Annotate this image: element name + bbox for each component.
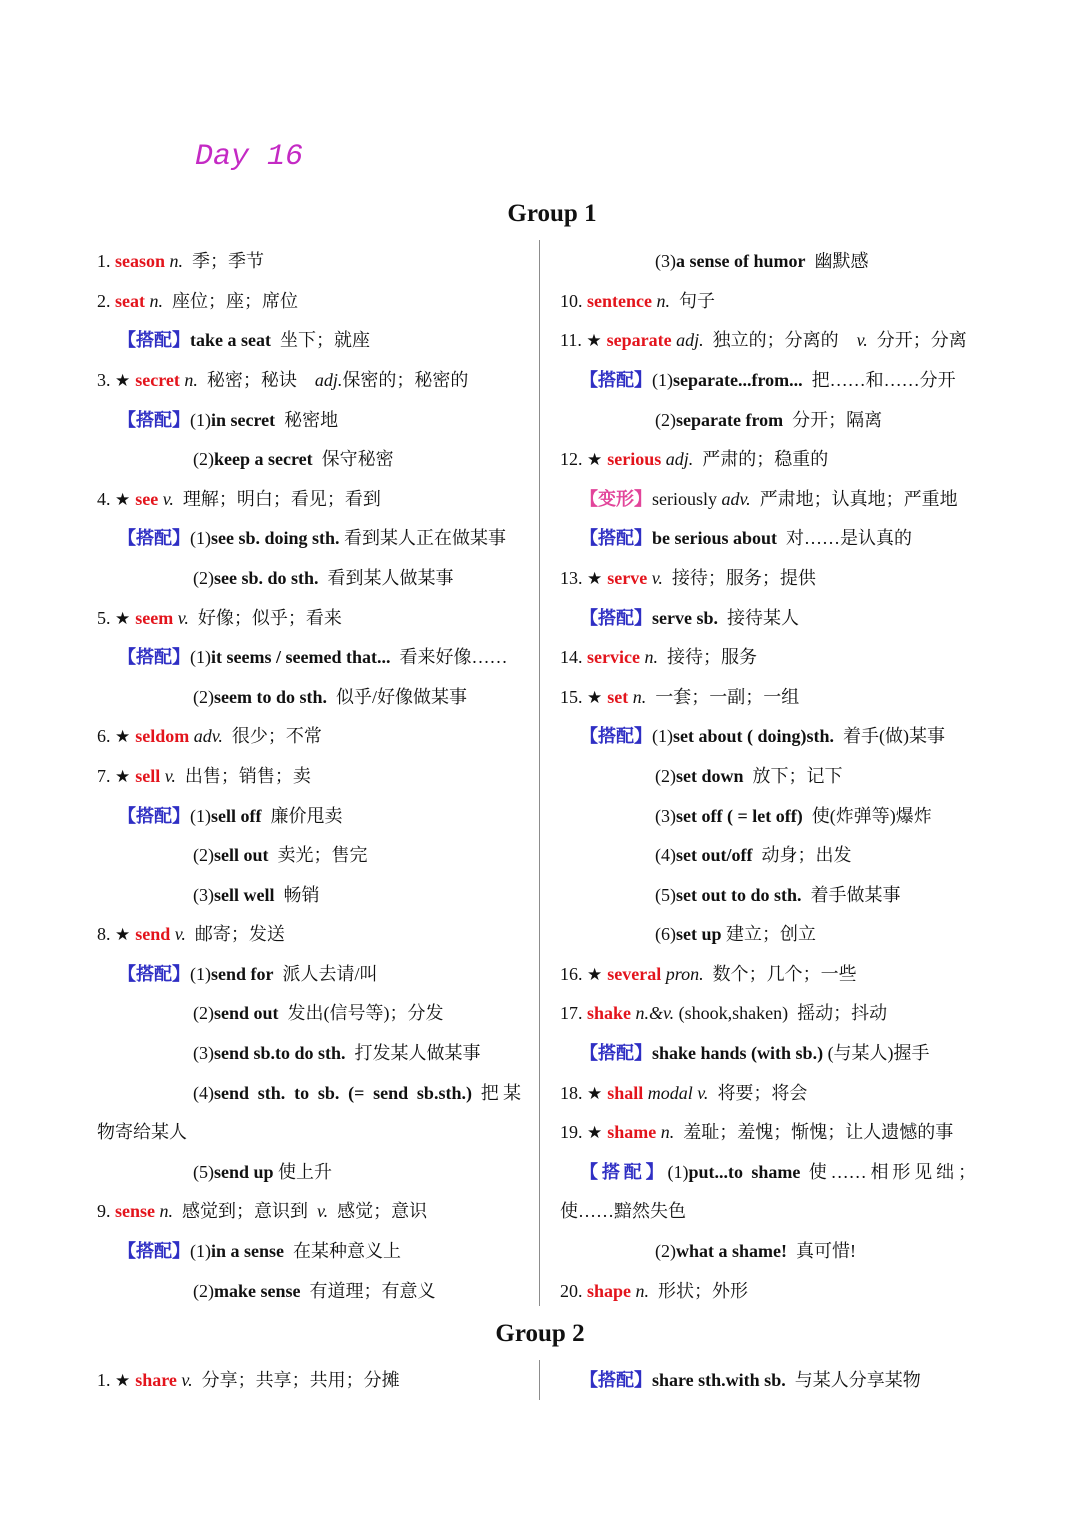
text: 接待某人 — [718, 607, 799, 628]
phrase: serve sb. — [652, 607, 718, 628]
text: 7. — [97, 765, 115, 786]
text: 在某种意义上 — [284, 1241, 402, 1262]
entry-line — [97, 1192, 521, 1232]
text: 座位；座；席位 — [163, 290, 298, 311]
text: (3) — [193, 884, 214, 905]
text: 看到某人正在做某事 — [339, 528, 507, 549]
phrase: put...to shame — [688, 1161, 801, 1182]
phrase: send sb.to do sth. — [214, 1043, 346, 1064]
text: (1) — [190, 963, 211, 984]
headword: see — [135, 488, 159, 509]
text: (2) — [193, 449, 214, 470]
phrase: send for — [211, 963, 274, 984]
text: (6) — [655, 924, 676, 945]
text: (2) — [193, 567, 214, 588]
part-of-speech: n. — [145, 290, 163, 311]
entry-line — [97, 717, 521, 757]
text: 19. — [560, 1122, 587, 1143]
headword: sense — [115, 1201, 155, 1222]
sub-item-line — [97, 1153, 521, 1193]
group-2-right-column — [560, 1361, 976, 1401]
star-mark: ★ — [587, 687, 603, 708]
text: 严肃的；稳重的 — [693, 449, 829, 470]
entry-line — [97, 1361, 521, 1401]
text: 分开；分离 — [867, 330, 967, 351]
part-of-speech: adj. — [671, 330, 704, 351]
note-line — [97, 638, 521, 678]
phrase: send sth. to sb. (= send sb.sth.) — [214, 1082, 472, 1103]
sub-item-line — [97, 1272, 521, 1312]
text: 畅销 — [274, 884, 320, 905]
text: (shook,shaken) 摇动；抖动 — [674, 1003, 888, 1024]
headword: seat — [115, 290, 145, 311]
headword: several — [607, 963, 662, 984]
note-line — [97, 321, 521, 361]
phrase: what a shame! — [676, 1241, 787, 1262]
text: (1) — [190, 409, 211, 430]
text: (4) — [655, 845, 676, 866]
entry-line — [97, 242, 521, 282]
text: 一套；一副；一组 — [646, 686, 800, 707]
text: 邮寄；发送 — [185, 924, 285, 945]
part-of-speech: n. — [639, 647, 658, 668]
part-of-speech: n. — [651, 290, 670, 311]
column-divider — [539, 240, 540, 1306]
entry-line — [560, 559, 976, 599]
part-of-speech: n. — [179, 369, 198, 390]
column-divider — [539, 1360, 540, 1400]
text: 着手(做)某事 — [834, 726, 946, 747]
sub-item-line — [560, 757, 976, 797]
text: 秘密；秘诀 — [197, 369, 315, 390]
phrase: set down — [676, 765, 744, 786]
entry-line — [560, 678, 976, 718]
entry-line — [97, 361, 521, 401]
note-line — [97, 955, 521, 995]
sub-item-line — [97, 1034, 521, 1074]
text: 严肃地；认真地；严重地 — [750, 488, 958, 509]
text: 把……和……分开 — [802, 369, 956, 390]
text: 将要；将会 — [708, 1082, 808, 1103]
part-of-speech: adv. — [189, 726, 223, 747]
headword: seldom — [135, 726, 190, 747]
text: 卖光；售完 — [268, 845, 368, 866]
star-mark: ★ — [115, 608, 131, 629]
headword: send — [135, 924, 171, 945]
text: 物寄给某人 — [97, 1122, 187, 1143]
text: 句子 — [669, 290, 715, 311]
collocation-tag: 【搭配】 — [118, 647, 190, 668]
text: 15. — [560, 686, 587, 707]
part-of-speech: n. — [165, 251, 184, 272]
phrase: take a seat — [190, 330, 271, 351]
collocation-tag: 【搭配】 — [580, 1161, 668, 1182]
text: 使上升 — [273, 1161, 333, 1182]
text: 14. — [560, 647, 587, 668]
text: 秘密地 — [275, 409, 339, 430]
collocation-tag: 【搭配】 — [118, 330, 190, 351]
collocation-tag: 【搭配】 — [118, 963, 190, 984]
text: 独立的；分离的 — [703, 330, 857, 351]
text: 数个；几个；一些 — [703, 963, 857, 984]
headword: sell — [135, 765, 161, 786]
collocation-tag: 【搭配】 — [580, 1370, 652, 1391]
text: 分享；共享；共用；分摊 — [192, 1370, 400, 1391]
text: (4) — [193, 1082, 214, 1103]
note-line — [97, 797, 521, 837]
entry-line — [560, 282, 976, 322]
text: 8. — [97, 924, 115, 945]
star-mark: ★ — [115, 1371, 131, 1392]
part-of-speech: v. — [160, 765, 176, 786]
text: 接待；服务；提供 — [662, 567, 816, 588]
headword: shape — [587, 1280, 632, 1301]
text: 派人去请/叫 — [273, 963, 378, 984]
entry-line — [97, 915, 521, 955]
phrase: set off ( = let off) — [676, 805, 803, 826]
sub-item-line — [560, 401, 976, 441]
text: 看到某人做某事 — [318, 567, 454, 588]
sub-item-line — [560, 876, 976, 916]
text: 坐下；就座 — [270, 330, 370, 351]
part-of-speech: pron. — [661, 963, 704, 984]
text: (2) — [655, 1241, 676, 1262]
text: 似乎/好像做某事 — [327, 686, 468, 707]
sub-item-line — [560, 836, 976, 876]
part-of-speech: adv. — [721, 488, 751, 509]
note-line — [97, 401, 521, 441]
text: (2) — [193, 845, 214, 866]
star-mark: ★ — [587, 964, 603, 985]
phrase: separate...from... — [673, 369, 803, 390]
entry-line — [560, 321, 976, 361]
text: 感觉到；意识到 — [173, 1201, 317, 1222]
headword: share — [135, 1370, 177, 1391]
wrap-line — [97, 1113, 521, 1153]
text: 建立；创立 — [721, 924, 817, 945]
part-of-speech: v. — [170, 924, 186, 945]
text: 着手做某事 — [801, 884, 901, 905]
text: 季；季节 — [183, 251, 265, 272]
sub-item-line — [560, 797, 976, 837]
text: 18. — [560, 1082, 587, 1103]
text: (5) — [193, 1161, 214, 1182]
text: (2) — [655, 409, 676, 430]
part-of-speech: n. — [631, 1280, 650, 1301]
text: 放下；记下 — [743, 765, 843, 786]
headword: service — [587, 647, 640, 668]
text: 2. — [97, 290, 115, 311]
star-mark: ★ — [115, 489, 131, 510]
text: 看来好像…… — [390, 647, 508, 668]
entry-line — [97, 480, 521, 520]
collocation-tag: 【搭配】 — [580, 726, 652, 747]
text: (1) — [190, 1241, 211, 1262]
part-of-speech: n. — [155, 1201, 173, 1222]
collocation-tag: 【搭配】 — [580, 607, 652, 628]
headword: shake — [587, 1003, 632, 1024]
text: 保密的；秘密的 — [342, 369, 469, 390]
part-of-speech: v. — [173, 607, 189, 628]
phrase: sell off — [211, 805, 262, 826]
text: 9. — [97, 1201, 115, 1222]
headword: set — [607, 686, 629, 707]
text: 3. — [97, 369, 115, 390]
collocation-tag: 【搭配】 — [580, 528, 652, 549]
group-1-heading: Group 1 — [507, 200, 597, 227]
phrase: sell out — [214, 845, 269, 866]
part-of-speech: n.&v. — [631, 1003, 675, 1024]
phrase: set about ( doing)sth. — [673, 726, 835, 747]
part-of-speech: v. — [856, 330, 868, 351]
text: 16. — [560, 963, 587, 984]
note-line — [560, 519, 976, 559]
text: 分开；隔离 — [783, 409, 883, 430]
text: (2) — [193, 1003, 214, 1024]
text: (2) — [193, 686, 214, 707]
collocation-tag: 【搭配】 — [580, 369, 652, 390]
group-1-left-column — [97, 242, 521, 1311]
star-mark: ★ — [587, 568, 603, 589]
text: 有道理；有意义 — [300, 1280, 436, 1301]
text: (2) — [655, 765, 676, 786]
text: 使……黯然失色 — [560, 1201, 686, 1222]
phrase: make sense — [214, 1280, 301, 1301]
text: (2) — [193, 1280, 214, 1301]
text: 把某 — [471, 1082, 521, 1103]
part-of-speech: adj. — [661, 449, 694, 470]
text: 动身；出发 — [752, 845, 852, 866]
headword: season — [115, 251, 166, 272]
text: 理解；明白；看见；看到 — [173, 488, 381, 509]
sub-item-line — [97, 1074, 521, 1114]
part-of-speech: n. — [656, 1122, 675, 1143]
text: 使……相形见绌； — [800, 1161, 977, 1182]
note-line — [560, 1153, 976, 1193]
star-mark: ★ — [587, 450, 603, 471]
phrase: set out/off — [676, 845, 753, 866]
note-line — [560, 599, 976, 639]
sub-item-line — [97, 994, 521, 1034]
entry-line — [560, 1113, 976, 1153]
star-mark: ★ — [115, 766, 131, 787]
sub-item-line — [560, 915, 976, 955]
headword: secret — [135, 369, 180, 390]
day-title: Day 16 — [195, 140, 304, 174]
note-line — [560, 480, 976, 520]
text: 与某人分享某物 — [785, 1370, 921, 1391]
entry-line — [560, 1272, 976, 1312]
star-mark: ★ — [115, 370, 131, 391]
entry-line — [97, 282, 521, 322]
text: 真可惜! — [787, 1241, 856, 1262]
entry-line — [97, 599, 521, 639]
headword: seem — [135, 607, 174, 628]
text: 使(炸弹等)爆炸 — [802, 805, 932, 826]
text: 5. — [97, 607, 115, 628]
entry-line — [560, 440, 976, 480]
text: seriously — [652, 488, 722, 509]
text: (1) — [652, 726, 673, 747]
phrase: seem to do sth. — [214, 686, 327, 707]
phrase: sell well — [214, 884, 275, 905]
text: 形状；外形 — [649, 1280, 749, 1301]
phrase: separate from — [676, 409, 784, 430]
entry-line — [560, 994, 976, 1034]
text: 17. — [560, 1003, 587, 1024]
headword: shall — [607, 1082, 644, 1103]
part-of-speech: modal v. — [643, 1082, 709, 1103]
text: (3) — [655, 251, 676, 272]
text: 好像；似乎；看来 — [188, 607, 342, 628]
sub-item-line — [97, 876, 521, 916]
part-of-speech: v. — [176, 1370, 193, 1391]
variant-tag: 【变形】 — [580, 488, 652, 509]
sub-item-line — [97, 559, 521, 599]
phrase: send up — [214, 1161, 274, 1182]
phrase: share sth.with sb. — [652, 1370, 786, 1391]
text: (3) — [655, 805, 676, 826]
note-line — [97, 1232, 521, 1272]
group-2-left-column — [97, 1361, 521, 1401]
text: (5) — [655, 884, 676, 905]
text: 1. — [97, 251, 115, 272]
entry-line — [560, 1074, 976, 1114]
phrase: see sb. doing sth. — [211, 528, 340, 549]
headword: sentence — [587, 290, 652, 311]
entry-line — [560, 638, 976, 678]
entry-line — [97, 757, 521, 797]
sub-item-line — [560, 242, 976, 282]
phrase: it seems / seemed that... — [211, 647, 391, 668]
text: (1) — [652, 369, 673, 390]
text: 对……是认真的 — [777, 528, 913, 549]
part-of-speech: v. — [158, 488, 174, 509]
part-of-speech: n. — [628, 686, 647, 707]
text: 感觉；意识 — [328, 1201, 428, 1222]
text: (1) — [190, 528, 211, 549]
phrase: see sb. do sth. — [214, 567, 319, 588]
phrase: set out to do sth. — [676, 884, 802, 905]
text: 4. — [97, 488, 115, 509]
group-1-right-column — [560, 242, 976, 1311]
collocation-tag: 【搭配】 — [118, 409, 190, 430]
note-line — [560, 1034, 976, 1074]
collocation-tag: 【搭配】 — [118, 805, 190, 826]
collocation-tag: 【搭配】 — [580, 1043, 652, 1064]
headword: separate — [606, 330, 672, 351]
phrase: keep a secret — [214, 449, 313, 470]
text: (1) — [667, 1161, 689, 1182]
headword: serious — [607, 449, 662, 470]
text: 10. — [560, 290, 587, 311]
sub-item-line — [97, 440, 521, 480]
collocation-tag: 【搭配】 — [118, 1241, 190, 1262]
note-line — [560, 717, 976, 757]
star-mark: ★ — [115, 727, 131, 748]
wrap-line — [560, 1192, 976, 1232]
text: 很少；不常 — [222, 726, 322, 747]
text: (与某人)握手 — [823, 1043, 930, 1064]
sub-item-line — [97, 836, 521, 876]
part-of-speech: v. — [317, 1201, 329, 1222]
text: 廉价甩卖 — [261, 805, 343, 826]
star-mark: ★ — [115, 925, 131, 946]
part-of-speech: adj. — [314, 369, 343, 390]
text: 羞耻；羞愧；惭愧；让人遗憾的事 — [674, 1122, 954, 1143]
text: 发出(信号等)；分发 — [278, 1003, 444, 1024]
group-2-heading: Group 2 — [495, 1320, 585, 1347]
text: 12. — [560, 449, 587, 470]
phrase: in secret — [211, 409, 276, 430]
sub-item-line — [560, 1232, 976, 1272]
note-line — [97, 519, 521, 559]
part-of-speech: v. — [647, 567, 663, 588]
headword: shame — [607, 1122, 657, 1143]
phrase: shake hands (with sb.) — [652, 1043, 824, 1064]
star-mark: ★ — [587, 1083, 603, 1104]
text: (3) — [193, 1043, 214, 1064]
text: (1) — [190, 647, 211, 668]
star-mark: ★ — [587, 1123, 603, 1144]
headword: serve — [607, 567, 648, 588]
entry-line — [560, 955, 976, 995]
collocation-tag: 【搭配】 — [118, 528, 190, 549]
phrase: be serious about — [652, 528, 778, 549]
phrase: a sense of humor — [676, 251, 806, 272]
text: 6. — [97, 726, 115, 747]
phrase: in a sense — [211, 1241, 285, 1262]
text: 打发某人做某事 — [345, 1043, 481, 1064]
note-line — [560, 1361, 976, 1401]
text: 出售；销售；卖 — [175, 765, 311, 786]
note-line — [560, 361, 976, 401]
phrase: set up — [676, 924, 722, 945]
text: 20. — [560, 1280, 587, 1301]
star-mark: ★ — [586, 331, 602, 352]
text: 保守秘密 — [312, 449, 394, 470]
sub-item-line — [97, 678, 521, 718]
phrase: send out — [214, 1003, 279, 1024]
text: 接待；服务 — [657, 647, 757, 668]
text: (1) — [190, 805, 211, 826]
text: 13. — [560, 567, 587, 588]
text: 11. — [560, 330, 587, 351]
text: 1. — [97, 1370, 115, 1391]
text: 幽默感 — [805, 251, 869, 272]
